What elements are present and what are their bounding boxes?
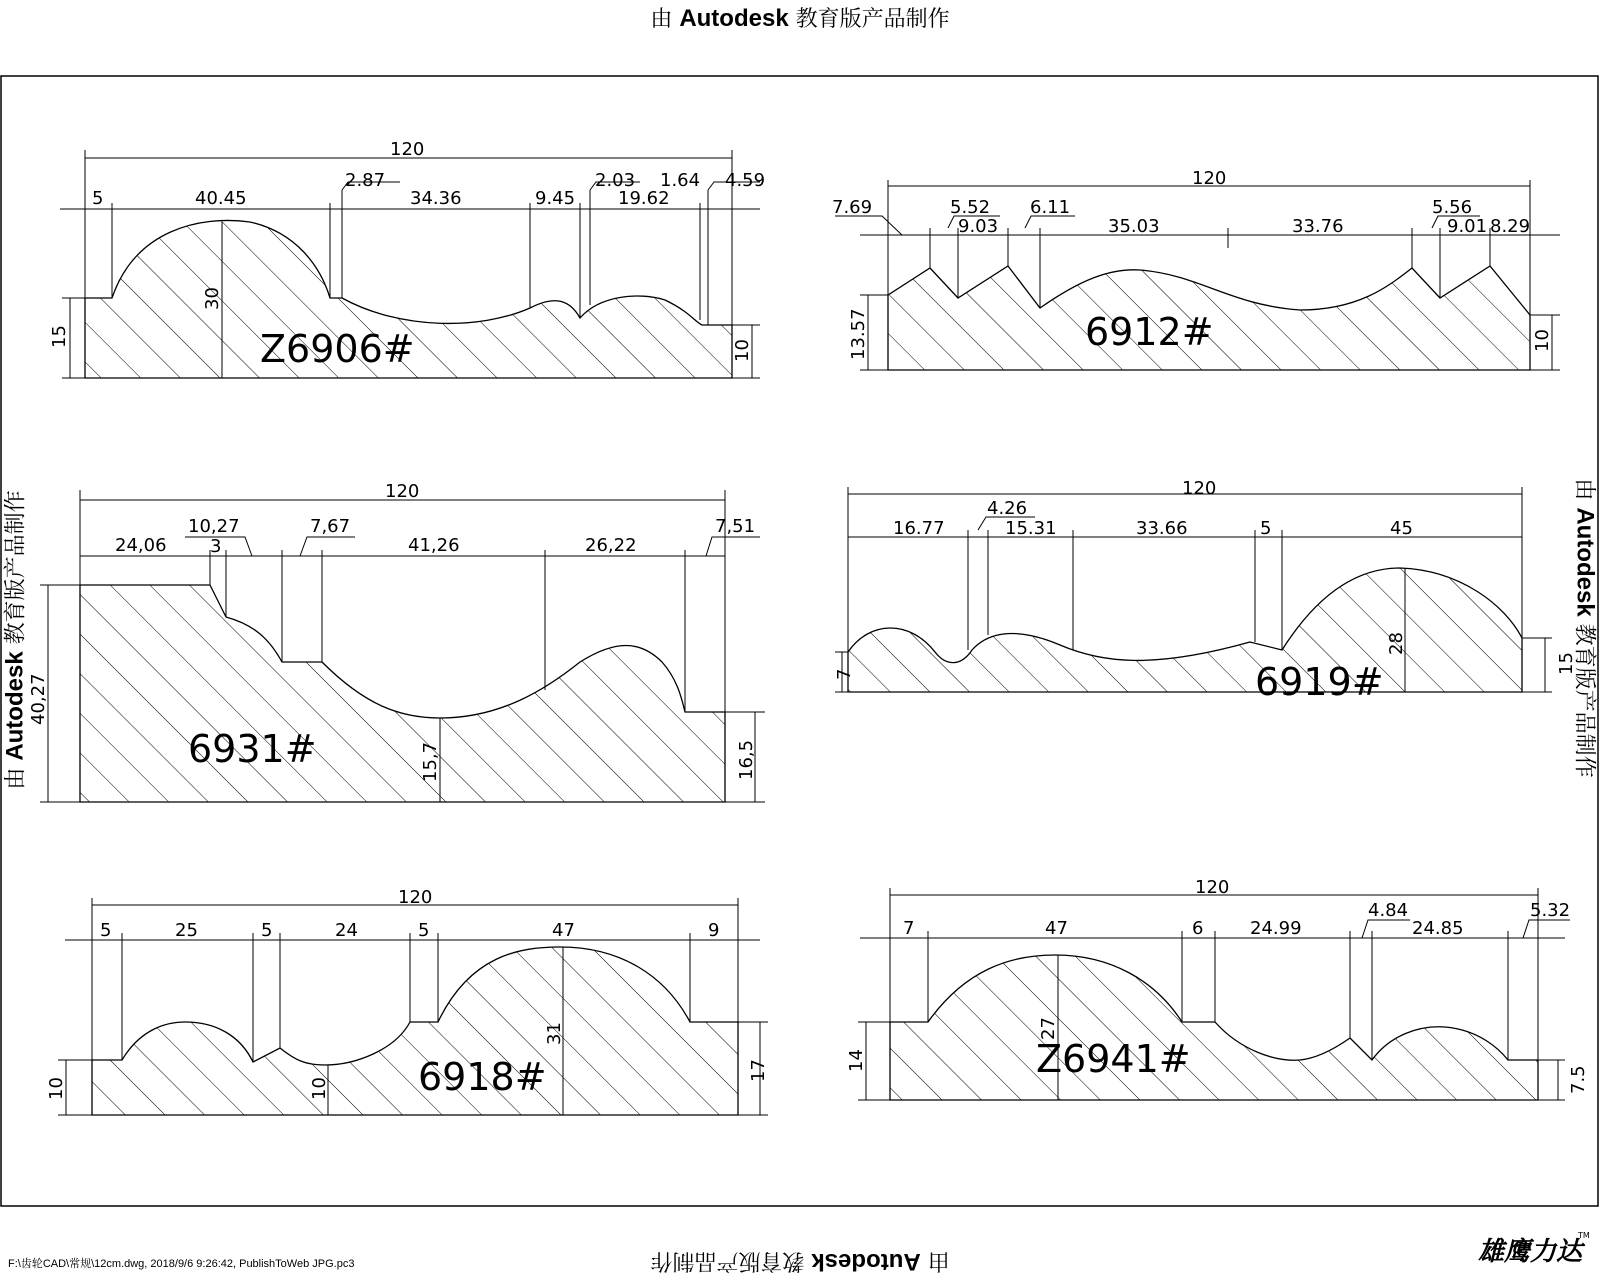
- p3-h-right: 16,5: [736, 739, 757, 780]
- p3-d7: 7,51: [715, 516, 756, 537]
- p5-d7: 9: [708, 920, 720, 941]
- p1-d3: 2.87: [345, 170, 386, 191]
- p2-d8: 9.01: [1447, 216, 1488, 237]
- p4-d1: 16.77: [893, 518, 945, 539]
- p1-d8: 1.64: [660, 170, 701, 191]
- p2-d5: 35.03: [1108, 216, 1160, 237]
- plot-info: F:\齿轮CAD\常规\12cm.dwg, 2018/9/6 9:26:42, PublishToWeb JPG.pc3: [8, 1258, 355, 1270]
- p3-d4: 7,67: [310, 516, 351, 537]
- p5-overall: 120: [398, 887, 433, 908]
- p3-d5: 41,26: [408, 535, 460, 556]
- p1-d1: 5: [92, 188, 104, 209]
- p2-d2: 5.52: [950, 197, 991, 218]
- brand-logo-tm: TM: [1578, 1231, 1590, 1240]
- p5-d4: 24: [335, 920, 358, 941]
- p4-h-mid: 28: [1386, 632, 1407, 655]
- p3-d6: 26,22: [585, 535, 637, 556]
- p6-d6: 24.85: [1412, 918, 1464, 939]
- p2-d4: 6.11: [1030, 197, 1071, 218]
- p4-d3: 15.31: [1005, 518, 1057, 539]
- p4-label: 6919#: [1255, 660, 1384, 704]
- brand-logo-text: 雄鹰力达: [1478, 1237, 1583, 1267]
- p3-h-mid: 15,7: [420, 741, 441, 782]
- watermark-left: 由 Autodesk 教育版产品制作: [1, 490, 29, 790]
- p6-d2: 47: [1045, 918, 1068, 939]
- p2-label: 6912#: [1085, 310, 1214, 354]
- p5-h-right: 17: [748, 1059, 769, 1082]
- p4-overall: 120: [1182, 478, 1217, 499]
- p2-d7: 5.56: [1432, 197, 1473, 218]
- profile-6918: [58, 898, 768, 1115]
- p6-h-right: 7.5: [1568, 1065, 1589, 1094]
- watermark-top: 由 Autodesk 教育版产品制作: [650, 5, 950, 32]
- brand-logo: [1478, 1226, 1593, 1272]
- profile-6919-shape: [848, 568, 1522, 692]
- p4-d2: 4.26: [987, 498, 1028, 519]
- p3-overall: 120: [385, 481, 420, 502]
- profile-z6941-shape: [890, 955, 1538, 1100]
- p3-label: 6931#: [188, 727, 317, 771]
- profile-6931-shape: [80, 585, 725, 802]
- p3-d3: 3: [210, 536, 222, 557]
- p5-d6: 47: [552, 920, 575, 941]
- p2-h-right: 10: [1532, 329, 1553, 352]
- p5-d5: 5: [418, 920, 430, 941]
- p4-d6: 45: [1390, 518, 1413, 539]
- p6-h-mid: 27: [1038, 1017, 1059, 1040]
- watermark-right: 由 Autodesk 教育版产品制作: [1571, 478, 1599, 778]
- profile-6918-shape: [92, 947, 738, 1115]
- p1-d2: 40.45: [195, 188, 247, 209]
- p5-h-left: 10: [46, 1077, 67, 1100]
- p2-d6: 33.76: [1292, 216, 1344, 237]
- p4-h-left: 7: [834, 668, 855, 680]
- p6-h-left: 14: [846, 1049, 867, 1072]
- p1-h-mid: 30: [202, 287, 223, 310]
- p5-d3: 5: [261, 920, 273, 941]
- p2-overall: 120: [1192, 168, 1227, 189]
- p6-d3: 6: [1192, 918, 1204, 939]
- p1-h-right: 10: [732, 339, 753, 362]
- p2-d1: 7.69: [832, 197, 873, 218]
- p3-d2: 10,27: [188, 516, 240, 537]
- p4-h-right: 15: [1556, 652, 1577, 675]
- p1-d9: 4.59: [725, 170, 766, 191]
- p4-d4: 33.66: [1136, 518, 1188, 539]
- p6-d4: 24.99: [1250, 918, 1302, 939]
- p5-label: 6918#: [418, 1055, 547, 1099]
- p2-h-left: 13.57: [848, 308, 869, 360]
- p1-d7: 19.62: [618, 188, 670, 209]
- p6-overall: 120: [1195, 877, 1230, 898]
- watermark-bottom: 由 Autodesk 教育版产品制作: [650, 1248, 950, 1275]
- p1-label: Z6906#: [260, 327, 415, 371]
- p2-d3: 9.03: [958, 216, 999, 237]
- p3-d1: 24,06: [115, 535, 167, 556]
- p5-h-mid1: 10: [309, 1077, 330, 1100]
- p1-overall: 120: [390, 139, 425, 160]
- p3-h-left: 40,27: [28, 673, 49, 725]
- p5-d1: 5: [100, 920, 112, 941]
- p6-d5: 4.84: [1368, 900, 1409, 921]
- p5-d2: 25: [175, 920, 198, 941]
- p5-h-mid2: 31: [544, 1022, 565, 1045]
- p1-h-left: 15: [49, 325, 70, 348]
- p4-d5: 5: [1260, 518, 1272, 539]
- p1-d5: 9.45: [535, 188, 576, 209]
- p2-d9: 8.29: [1490, 216, 1531, 237]
- p1-d4: 34.36: [410, 188, 462, 209]
- p6-d7: 5.32: [1530, 900, 1571, 921]
- p6-label: Z6941#: [1036, 1037, 1191, 1081]
- p1-d6: 2.03: [595, 170, 636, 191]
- p6-d1: 7: [903, 918, 915, 939]
